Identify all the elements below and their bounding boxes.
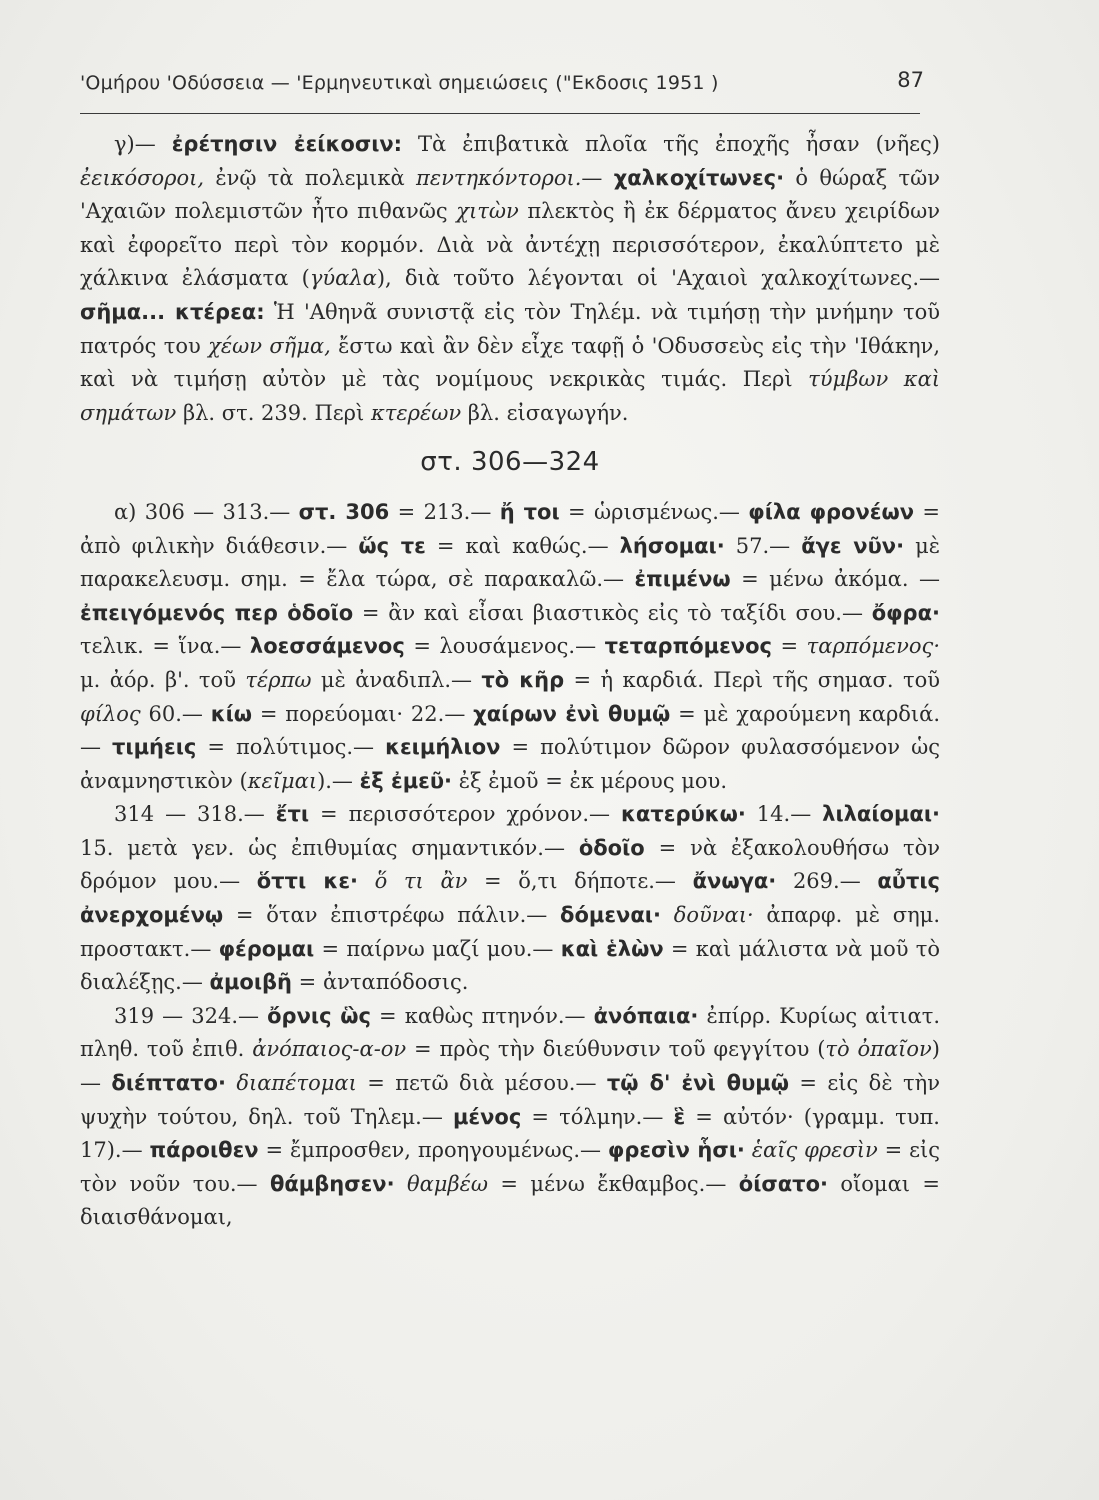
text-run: = καὶ καθώς.— [425, 533, 620, 558]
text-run: = αὐτόν· (γραμμ. τυπ. 17).— [80, 1104, 940, 1163]
text-run: 269.— [776, 869, 878, 894]
italic-term: ταρπόμενος· [806, 634, 940, 659]
headword: ὄφρα· [871, 600, 940, 625]
text-run [395, 1172, 407, 1196]
text-run: = περισσότερον χρόνον.— [309, 802, 621, 827]
headword: καὶ ἑλὼν [560, 936, 664, 961]
headword: ἐπειγόμενός περ ὁδοῖο [80, 600, 354, 625]
headword: τεταρπόμενος [604, 634, 772, 659]
text-run [745, 1138, 752, 1162]
headword: ἤ τοι [499, 499, 560, 524]
italic-term: τύμβων καὶ σημάτων [80, 367, 940, 425]
italic-term: διαπέτομαι [236, 1071, 357, 1096]
text-run: οἴομαι = διαισθάνομαι, [80, 1171, 940, 1230]
headword: αὖτις ἀνερχομένῳ [80, 869, 941, 928]
text-run: μ. ἀόρ. β'. τοῦ [80, 667, 246, 692]
headword: ὁδοῖο [578, 835, 645, 860]
headword: μένος [452, 1104, 522, 1129]
headword: χαλκοχίτωνες· [613, 165, 785, 190]
headword: ἀνόπαια· [593, 1003, 699, 1028]
text-run: πλεκτὸς ἢ ἐκ δέρματος ἄνευ χειρίδων καὶ ἐφορεῖτο περὶ τὸν κορμόν. Διὰ νὰ ἀντέχῃ περισσότερον, ἐκαλύπτετο μὲ χάλκινα ἐλάσματα ( [80, 199, 940, 291]
headword: διέπτατο· [111, 1071, 226, 1096]
headword: λήσομαι· [619, 533, 725, 558]
text-run: )— [80, 1037, 940, 1096]
headword: χαίρων ἐνὶ θυμῷ [473, 701, 671, 726]
italic-term: γύαλα [309, 266, 377, 291]
headword: ὅττι κε· [256, 869, 358, 894]
text-run: α) 306 — 313.— [114, 499, 299, 524]
text-run: = ὡρισμένως.— [559, 499, 749, 524]
page-number: 87 [897, 68, 924, 92]
text-run: = καθὼς πτηνόν.— [370, 1003, 594, 1028]
italic-term: κεῖμαι [247, 768, 318, 793]
italic-term: τὸ ὀπαῖον [825, 1037, 932, 1062]
headword: ἄγε νῦν· [801, 533, 905, 558]
text-run: Τὰ ἐπιβατικὰ πλοῖα τῆς ἐποχῆς ἦσαν (νῆες) [402, 132, 940, 156]
headword: ἓ [673, 1104, 686, 1129]
text-run: τελικ. = ἵνα.— [80, 634, 250, 659]
text-run: ἐπίρρ. Κυρίως αἰτιατ. πληθ. τοῦ ἐπιθ. [80, 1003, 941, 1062]
headword: ἄνωγα· [692, 869, 777, 894]
text-run: = μένω ἀκόμα. — [730, 567, 940, 592]
headword: ἔτι [275, 802, 310, 827]
italic-term: θαμβέω [406, 1171, 488, 1196]
headword: σῆμα... κτέρεα: [80, 299, 265, 324]
text-run: = πολύτιμον δῶρον φυλασσόμενον ὡς ἀναμνηστικὸν ( [80, 735, 940, 793]
headword: πάροιθεν [149, 1138, 259, 1163]
text-run: γ)— [114, 132, 172, 156]
text-run: = παίρνω μαζί μου.— [314, 936, 561, 961]
header-rule [80, 113, 920, 114]
text-run: = ὅ,τι δήποτε.— [467, 869, 693, 894]
headword: ὀίσατο· [738, 1171, 828, 1196]
paragraph-gamma [80, 128, 940, 430]
text-run: 314 — 318.— [114, 802, 276, 827]
text-run: 15. μετὰ γεν. ὡς ἐπιθυμίας σημαντικόν.— [80, 835, 579, 860]
headword: δόμεναι· [560, 903, 661, 928]
page-header [80, 68, 928, 108]
text-run: βλ. εἰσαγωγήν. [461, 400, 629, 425]
text-run [358, 869, 375, 893]
italic-term: χέων σῆμα, [208, 333, 331, 358]
text-run: 60.— [140, 701, 211, 726]
headword: στ. 306 [298, 499, 390, 524]
text-run: ), διὰ τοῦτο λέγονται οἱ 'Αχαιοὶ χαλκοχίτωνες.— [376, 266, 940, 291]
text-run: = πολύτιμος.— [196, 735, 386, 760]
text-run: = ἀπὸ φιλικὴν διάθεσιν.— [80, 499, 940, 558]
headword: ἐξ ἐμεῦ· [359, 768, 453, 793]
text-run: = [771, 634, 807, 659]
text-run: μὲ ἀναδιπλ.— [311, 667, 482, 692]
headword: τιμήεις [112, 735, 197, 760]
italic-term: ἐεικόσοροι, [80, 165, 205, 190]
text-run: = πετῶ διὰ μέσου.— [356, 1071, 607, 1096]
text-run: 319 — 324.— [114, 1003, 268, 1028]
headword: τὸ κῆρ [481, 667, 565, 692]
text-run: = πορεύομαι· 22.— [252, 701, 474, 726]
italic-term: πεντηκόντοροι. [416, 165, 582, 190]
headword: φρεσὶν ἧσι· [607, 1138, 745, 1163]
italic-term: ἀνόπαιος-α-ον [252, 1037, 407, 1062]
running-title: 'Ομήρου 'Οδύσσεια — 'Ερμηνευτικαὶ σημειώσεις ("Εκδοσις 1951 ) [80, 72, 719, 94]
text-run [226, 1071, 236, 1095]
text-run: = 213.— [389, 499, 500, 524]
headword: θάμβησεν· [269, 1171, 395, 1196]
headword: ἐπιμένω [634, 567, 731, 592]
headword: κίω [210, 701, 253, 726]
text-run: 57.— [724, 533, 802, 558]
headword: λοεσσάμενος [249, 634, 405, 659]
text-run: = λουσάμενος.— [404, 634, 605, 659]
text-run: ὁ θώραξ τῶν 'Αχαιῶν πολεμιστῶν ἦτο πιθανῶς [80, 165, 940, 224]
paragraph-319-324 [80, 1000, 940, 1235]
text-run: μὲ παρακελευσμ. σημ. = ἔλα τώρα, σὲ παρακαλῶ.— [80, 533, 941, 592]
text-run: = τόλμην.— [521, 1104, 674, 1129]
text-run: — [581, 165, 614, 190]
headword: ἐρέτησιν ἐείκοσιν: [171, 132, 403, 156]
headword: ἀμοιβῆ [209, 970, 292, 995]
text-run: = ὅταν ἐπιστρέφω πάλιν.— [223, 903, 561, 928]
paragraph-314-318 [80, 798, 940, 1000]
headword: φίλα φρονέων [748, 499, 915, 524]
text-run: Ἡ 'Αθηνᾶ συνιστᾷ εἰς τὸν Τηλέμ. νὰ τιμήσῃ τὴν μνήμην τοῦ πατρός του [80, 299, 940, 358]
headword: λιλαίομαι· [822, 802, 941, 827]
text-run: = ἡ καρδιά. Περὶ τῆς σημασ. τοῦ [564, 667, 940, 692]
italic-term: ὅ τι ἂν [374, 869, 468, 894]
paragraph-alpha [80, 496, 940, 798]
headword: ὄρνις ὣς [267, 1003, 371, 1028]
headword: τῷ δ' ἐνὶ θυμῷ [606, 1071, 789, 1096]
italic-term: ἑαῖς φρεσὶν [751, 1138, 878, 1163]
italic-term: φίλος [80, 701, 141, 726]
italic-term: δοῦναι· [673, 903, 754, 928]
text-run: = ἀνταπόδοσις. [292, 970, 469, 995]
text-run: ἐξ ἐμοῦ = ἐκ μέρους μου. [452, 768, 727, 793]
text-run: = εἰς δὲ τὴν ψυχὴν τούτου, δηλ. τοῦ Τηλεμ.— [80, 1071, 940, 1129]
headword: ὥς τε [358, 533, 426, 558]
text-run [661, 903, 674, 927]
text-run: 14.— [745, 802, 823, 827]
text-run: = καὶ μάλιστα νὰ μοῦ τὸ διαλέξῃς.— [80, 936, 941, 995]
headword: κειμήλιον [385, 735, 501, 760]
text-run: = πρὸς τὴν διεύθυνσιν τοῦ φεγγίτου ( [406, 1037, 826, 1062]
text-run: = μὲ χαρούμενη καρδιά.— [80, 701, 941, 760]
text-run: = εἰς τὸν νοῦν του.— [80, 1138, 940, 1196]
page-body [80, 128, 940, 1235]
text-run: ἔστω καὶ ἂν δὲν εἶχε ταφῇ ὁ 'Οδυσσεὺς εἰς τὴν 'Ιθάκην, καὶ νὰ τιμήσῃ αὐτὸν μὲ τὰς νομίμους νεκρικὰς τιμάς. Περὶ [80, 333, 940, 392]
text-run: ἀπαρφ. μὲ σημ. προστακτ.— [80, 903, 940, 961]
headword: κατερύκω· [621, 802, 746, 827]
headword: φέρομαι [218, 936, 315, 961]
text-run: = ἂν καὶ εἶσαι βιαστικὸς εἰς τὸ ταξίδι σου.— [353, 600, 872, 625]
text-run: = μένω ἔκθαμβος.— [488, 1171, 739, 1196]
italic-term: χιτὼν [456, 199, 519, 224]
text-run: βλ. στ. 239. Περὶ [176, 400, 371, 425]
italic-term: κτερέων [370, 400, 462, 425]
text-run: = ἔμπροσθεν, προηγουμένως.— [258, 1138, 608, 1163]
section-heading: στ. 306—324 [420, 447, 600, 478]
text-run: = νὰ ἐξακολουθήσω τὸν δρόμον μου.— [80, 835, 940, 894]
italic-term: τέρπω [245, 667, 312, 692]
text-run: ).— [317, 768, 360, 793]
text-run: ἐνῷ τὰ πολεμικὰ [204, 165, 417, 190]
